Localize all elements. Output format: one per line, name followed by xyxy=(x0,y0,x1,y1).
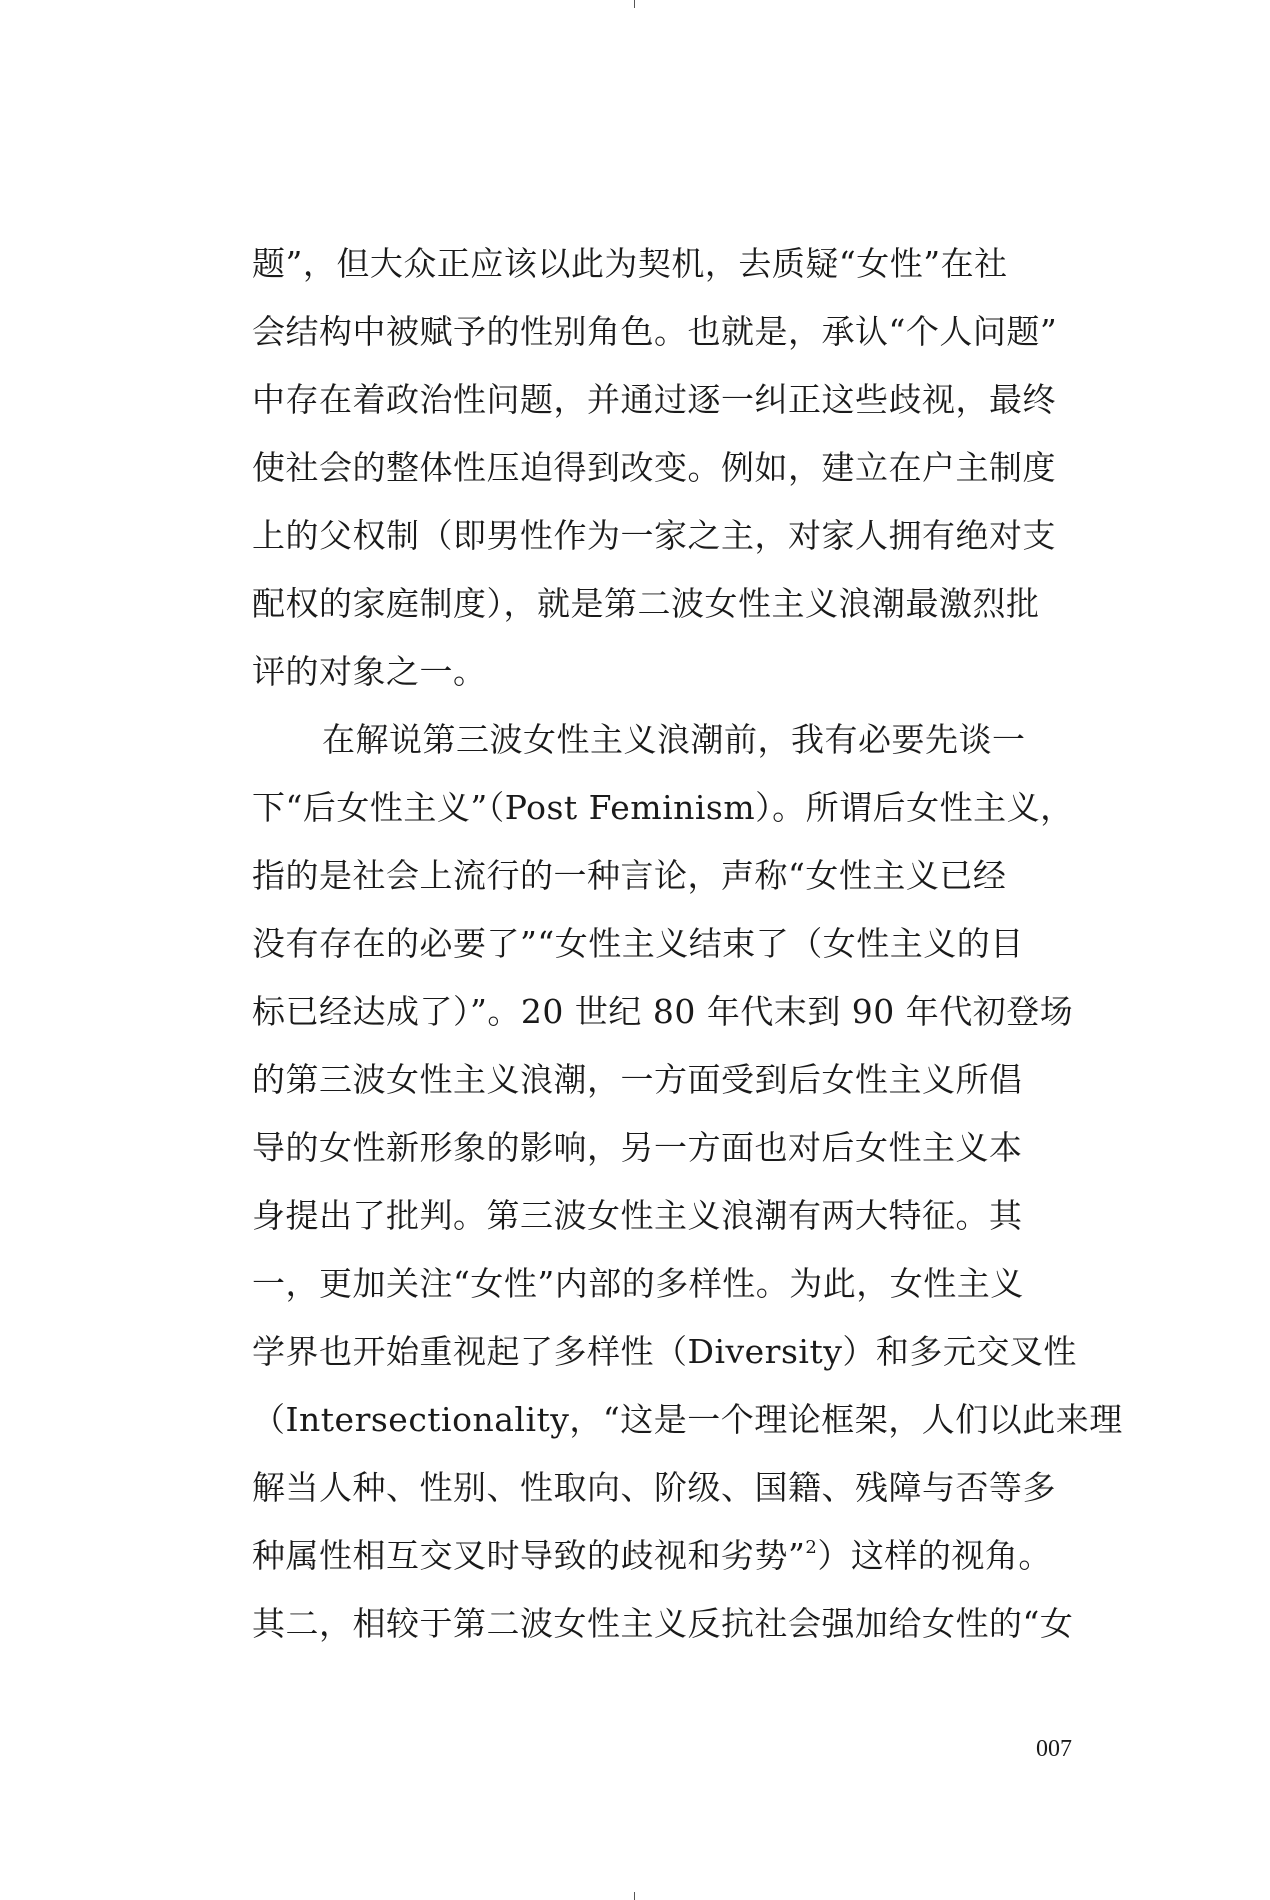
text-line-with-footnote xyxy=(252,1522,1072,1590)
text-line: 上的父权制（即男性作为一家之主，对家人拥有绝对支 xyxy=(252,516,1056,555)
text-line: 下“后女性主义”（Post Feminism）。所谓后女性主义， xyxy=(252,788,1074,827)
text-line: 使社会的整体性压迫得到改变。例如，建立在户主制度 xyxy=(252,448,1056,487)
crop-mark-top xyxy=(634,0,635,8)
text-line: 其二，相较于第二波女性主义反抗社会强加给女性的“女 xyxy=(252,1604,1074,1643)
text-line: 评的对象之一。 xyxy=(252,652,487,691)
text-line: 解当人种、性别、性取向、阶级、国籍、残障与否等多 xyxy=(252,1468,1056,1507)
text-line: 导的女性新形象的影响，另一方面也对后女性主义本 xyxy=(252,1128,1023,1167)
text-line: 标已经达成了）”。20 世纪 80 年代末到 90 年代初登场 xyxy=(252,992,1074,1031)
text-line: 学界也开始重视起了多样性（Diversity）和多元交叉性 xyxy=(252,1332,1077,1371)
text-line: 没有存在的必要了”“女性主义结束了（女性主义的目 xyxy=(252,924,1024,963)
text-line: 配权的家庭制度），就是第二波女性主义浪潮最激烈批 xyxy=(252,584,1040,623)
text-line: 的第三波女性主义浪潮，一方面受到后女性主义所倡 xyxy=(252,1060,1023,1099)
text-line: 一，更加关注“女性”内部的多样性。为此，女性主义 xyxy=(252,1264,1024,1303)
crop-mark-bottom xyxy=(634,1892,635,1900)
page-number: 007 xyxy=(1036,1736,1072,1762)
text-segment: 种属性相互交叉时导致的歧视和劣势” xyxy=(252,1536,806,1575)
text-line: 身提出了批判。第三波女性主义浪潮有两大特征。其 xyxy=(252,1196,1023,1235)
text-line: 会结构中被赋予的性别角色。也就是，承认“个人问题” xyxy=(252,312,1058,351)
text-line: 指的是社会上流行的一种言论，声称“女性主义已经 xyxy=(252,856,1007,895)
text-line: 题”，但大众正应该以此为契机，去质疑“女性”在社 xyxy=(252,244,1008,283)
text-line: 中存在着政治性问题，并通过逐一纠正这些歧视，最终 xyxy=(252,380,1056,419)
footnote-reference[interactable]: 2 xyxy=(805,1537,818,1558)
paragraph-first-line: 在解说第三波女性主义浪潮前，我有必要先谈一 xyxy=(322,720,1026,759)
text-segment: ）这样的视角。 xyxy=(817,1536,1052,1575)
body-text xyxy=(252,230,1123,1658)
text-line: （Intersectionality，“这是一个理论框架，人们以此来理 xyxy=(252,1400,1123,1439)
